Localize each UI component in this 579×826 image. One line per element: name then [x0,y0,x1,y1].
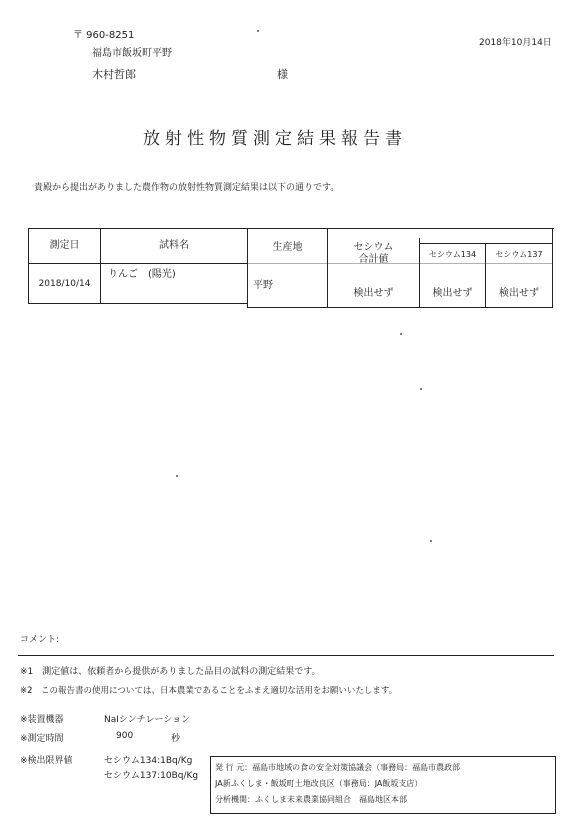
recipient-address: 福島市飯坂町平野 [92,48,172,59]
limit-label: ※検出限界値 [20,756,73,766]
scan-speck [400,333,402,335]
header-cs137: セシウム137 [495,250,543,259]
time-value: 900 [116,731,134,741]
limit-cs137: セシウム137:10Bq/Kg [104,771,199,781]
recipient-honorific: 様 [277,68,288,81]
device-value: NaIシンチレーション [104,715,191,725]
row-origin: 平野 [253,280,273,291]
comment-label: コメント: [20,635,60,645]
scan-speck [420,388,422,390]
note-1: ※1 測定値は、依頼者から提供がありました品目の試料の測定結果です。 [20,667,321,677]
header-total-line2: 合計値 [358,254,389,265]
header-date: 測定日 [49,240,80,251]
scan-speck [176,475,178,477]
header-total-line1: セシウム [353,242,394,253]
scan-speck [257,30,259,32]
limit-cs134: セシウム134:1Bq/Kg [104,756,193,766]
postal-code: 〒 960-8251 [73,30,135,41]
note-2: ※2 この報告書の使用については、日本農業であることをふまえ適切な活用をお願いいたします。 [20,686,398,696]
header-sample: 試料名 [159,240,189,251]
issuer-line-3: 分析機関：ふくしま未来農業協同組合 福島地区本部 [215,795,407,804]
row-date: 2018/10/14 [38,279,91,289]
row-sample: りんご (陽光) [108,269,176,280]
header-cs134: セシウム134 [428,250,477,259]
report-date: 2018年10月14日 [479,38,552,48]
row-total: 検出せず [353,288,394,299]
issuer-line-2: JA新ふくしま・飯坂町土地改良区（事務局：JA飯坂支店） [215,779,423,788]
issuer-line-1: 発 行 元：福島市地域の食の安全対策協議会（事務局：福島市農政部 [215,763,461,772]
header-origin: 生産地 [272,242,303,253]
row-cs137: 検出せず [499,288,539,299]
time-unit: 秒 [171,734,181,744]
page-title: 放射性物質測定結果報告書 [143,129,407,149]
intro-text: 貴殿から提出がありました農作物の放射性物質測定結果は以下の通りです。 [34,183,340,193]
device-label: ※装置機器 [20,715,64,725]
recipient-name: 木村哲郎 [92,68,136,81]
time-label: ※測定時間 [20,734,64,744]
row-cs134: 検出せず [432,288,473,299]
scan-speck [430,540,432,542]
